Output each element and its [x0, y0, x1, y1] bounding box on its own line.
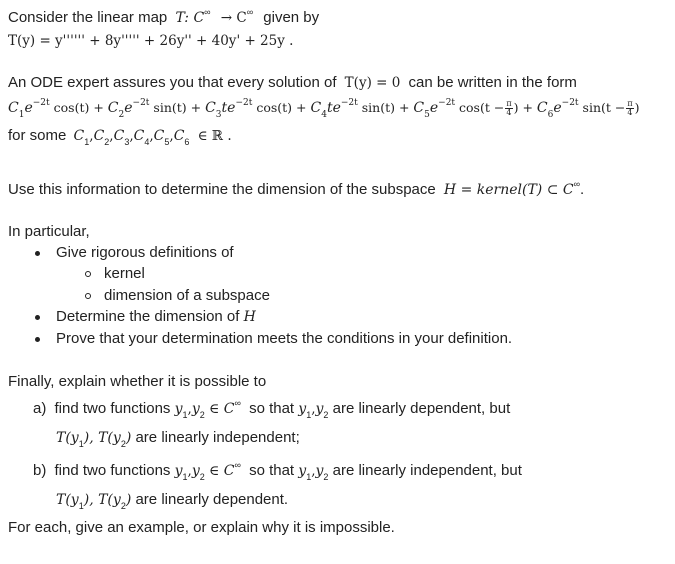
sub-bullet-circle	[85, 271, 91, 277]
part-b-line2: $T(y_1)$, $T(y_2)$ are linearly dependent.	[56, 491, 289, 511]
part-b-line: b) find two functions $y_1,y_2$ ∈ C∞ so that $y_1,y_2$ are linearly independent, but	[33, 460, 522, 482]
particular-heading: In particular,	[8, 223, 90, 240]
task-line: Use this information to determine the dimension of the subspace H = kernel(T) ⊂ C∞.	[8, 179, 585, 198]
bullet-prove: Prove that your determination meets the conditions in your definition.	[56, 330, 513, 347]
constants-line: for some $C_1,C_2,C_3,C_4,C_5,C_6$ ∈ ℝ .	[8, 127, 232, 147]
intro-line: Consider the linear map T: C∞ → C∞ given by	[8, 7, 320, 26]
closing-line: For each, give an example, or explain why it is impossible.	[8, 519, 395, 536]
general-solution: $C_1e^{-2t}$ $\cos(t) + C_2e^{-2t}$ $\sin(t) + C_3te^{-2t}$ $\cos(t) + C_4te^{-2t}$ $\sin(t) + C_5e^{-2t}$ cos(t − $\frac{\pi}{4}$ ) + $C_6e^{-2t}$ sin(t − $\frac{\pi}{4}$ )	[8, 98, 640, 120]
bullet-dot	[35, 315, 40, 320]
sub-item-kernel: kernel	[104, 265, 145, 282]
bullet-definitions: Give rigorous definitions of	[56, 244, 234, 261]
sub-item-dimension: dimension of a subspace	[104, 287, 270, 304]
operator-equation: T(y) = y'''''' + 8y''''' + 26y'' + 40y' + 25y .	[8, 33, 294, 49]
bullet-dot	[35, 251, 40, 256]
sub-bullet-circle	[85, 293, 91, 299]
ode-line: An ODE expert assures you that every solution of T(y) = 0 can be written in the form	[8, 74, 577, 91]
part-a-line: a) find two functions $y_1,y_2$ ∈ C∞ so that $y_1,y_2$ are linearly dependent, but	[33, 398, 511, 420]
bullet-determine: Determine the dimension of H	[56, 308, 256, 325]
finally-heading: Finally, explain whether it is possible to	[8, 373, 267, 390]
bullet-dot	[35, 337, 40, 342]
part-a-line2: $T(y_1)$, $T(y_2)$ are linearly independent;	[56, 429, 300, 449]
